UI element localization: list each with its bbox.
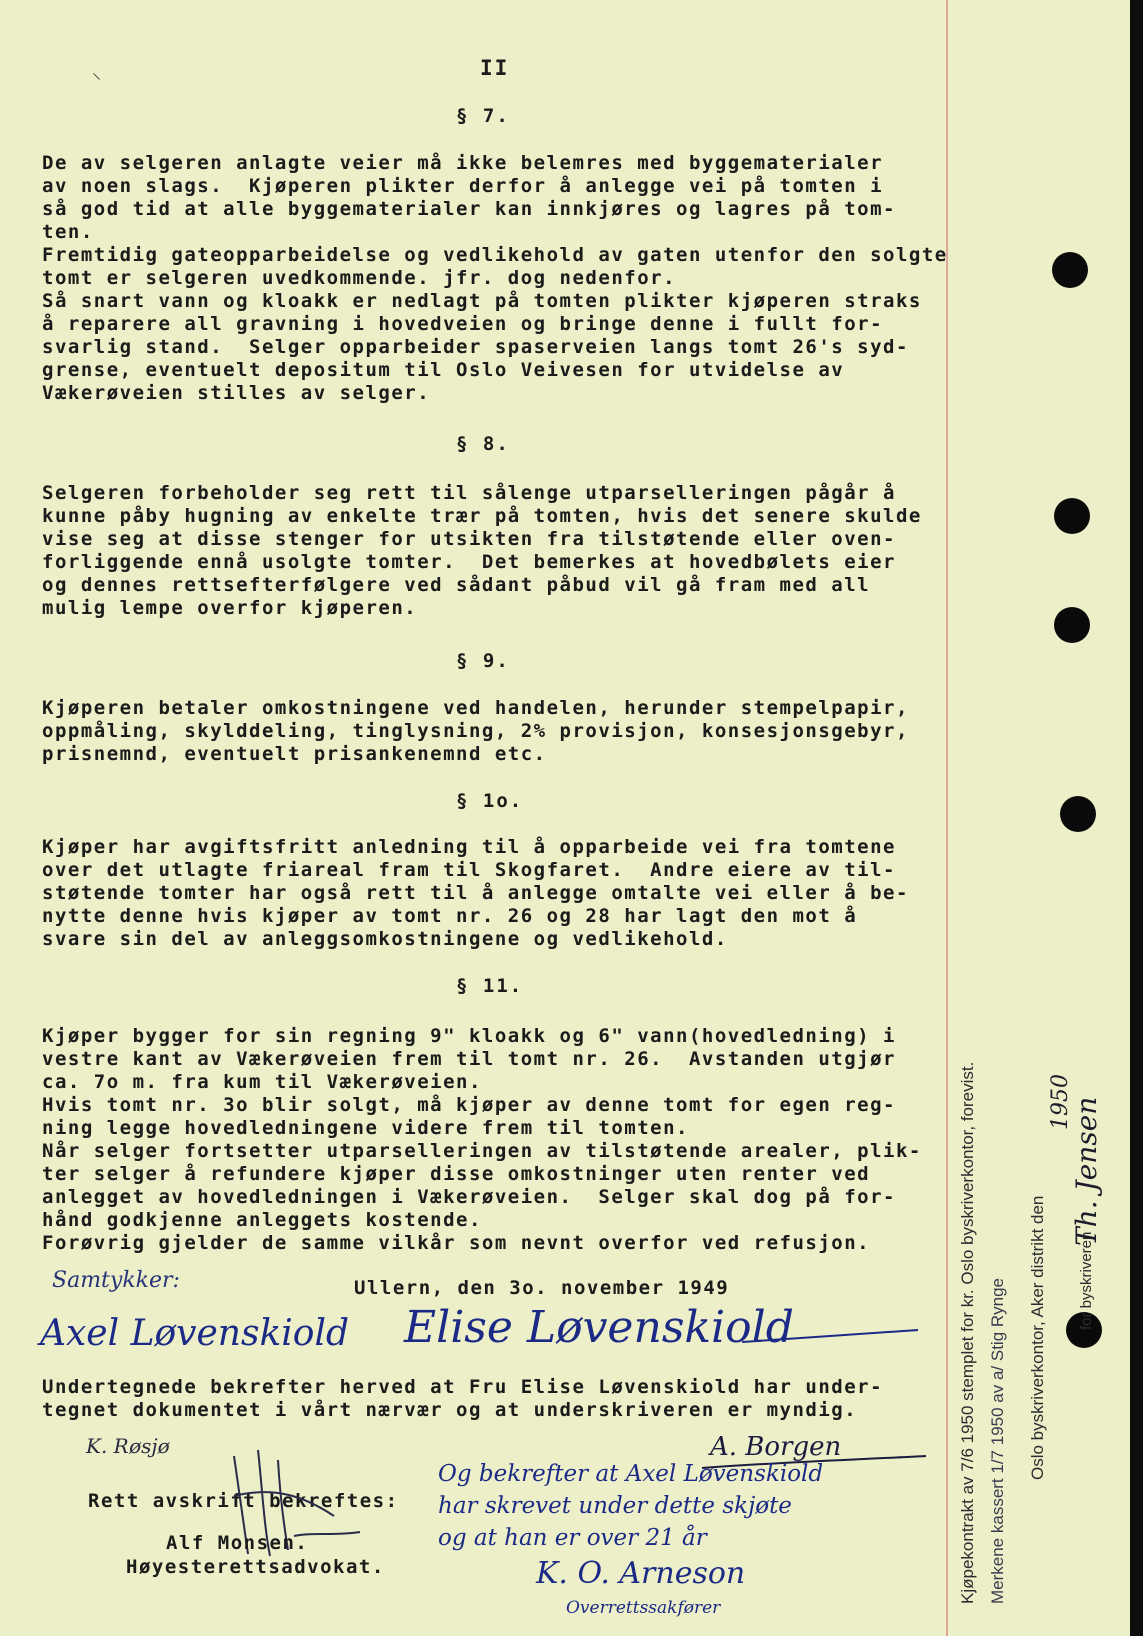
consenter-signature: Axel Løvenskiold — [40, 1313, 350, 1354]
punch-hole — [1052, 252, 1088, 288]
place-date: Ullern, den 3o. november 1949 — [354, 1277, 730, 1299]
section-heading: § 7. — [456, 105, 510, 127]
copy-label: Rett avskrift bekreftes: — [88, 1490, 399, 1512]
stray-mark: ⸌ — [92, 70, 101, 91]
handwritten-note: Og bekrefter at Axel Løvenskiold har skrevet under dette skjøte og at han er over 21 år — [438, 1461, 824, 1551]
punch-hole — [1054, 498, 1090, 534]
page-number: II — [480, 56, 510, 80]
margin-stamp-line: Kjøpekontrakt av 7/6 1950 stemplet for kr. Oslo byskriverkontor, forevist. — [958, 1061, 977, 1604]
punch-hole — [1054, 607, 1090, 643]
witness-signature: A. Borgen — [710, 1432, 842, 1462]
notary-signature: K. O. Arneson — [536, 1556, 746, 1591]
witness-signature: K. Røsjø — [86, 1434, 170, 1458]
notary-title: Overrettssakfører — [566, 1598, 721, 1618]
margin-stamp-line: for byskriveren — [1078, 1231, 1095, 1330]
margin-date-hand: 1950 — [1048, 1074, 1073, 1130]
margin-stamp-line: Oslo byskriverkontor, Aker distrikt den — [1028, 1195, 1047, 1480]
signature-flourish — [740, 1322, 920, 1346]
section-body: Kjøper har avgiftsfritt anledning til å opparbeide vei fra tomtene over det utlagte friareal fram til Skogfaret. Andre eiere av til- støtende tomter har også rett til å anlegge omtalte vei eller å be- nytte denne hvis kjøper av tomt nr. 26 og 28 har lagt den mot å svare sin del av anleggsomkostningene og vedlikehold. — [42, 836, 909, 950]
lawyer-name: Alf Monsen. — [166, 1532, 309, 1554]
seller-signature: Elise Løvenskiold — [404, 1302, 794, 1353]
section-body: De av selgeren anlagte veier må ikke belemres med byggematerialer av noen slags. Kjøperen plikter derfor å anlegge vei på tomten i så god tid at alle byggematerialer kan innkjøres og lagres på tom- ten. Fremtidig gateopparbeidelse og vedlikehold av gaten utenfor den solgte tomt er selgeren uvedkommende. jfr. dog nedenfor. Så snart vann og kloakk er nedlagt på tomten plikter kjøperen straks å reparere all gravning i hovedveien og bringe denne i fullt for- svarlig stand. Selger opparbeider spaserveien langs tomt 26's syd- grense, eventuelt depositum til Oslo Veivesen for utvidelse av Vækerøveien stilles av selger. — [42, 152, 948, 404]
margin-stamp-line: Merkene kassert 1/7 1950 av a/ Stig Rynge — [988, 1277, 1007, 1604]
punch-hole — [1060, 796, 1096, 832]
section-heading: § 11. — [456, 975, 524, 997]
section-heading: § 8. — [456, 433, 510, 455]
consent-label: Samtykker: — [52, 1268, 180, 1293]
lawyer-title: Høyesterettsadvokat. — [126, 1556, 385, 1578]
section-body: Kjøperen betaler omkostningene ved handelen, herunder stempelpapir, oppmåling, skylddeling, tinglysning, 2% provisjon, konsesjonsgebyr, prisnemnd, eventuelt prisankenemnd etc. — [42, 697, 909, 765]
section-heading: § 9. — [456, 650, 510, 672]
certification-text: Undertegnede bekrefter herved at Fru Elise Løvenskiold har under- tegnet dokumentet i vårt nærvær og at underskriveren er myndig. — [42, 1376, 884, 1421]
section-body: Kjøper bygger for sin regning 9" kloakk og 6" vann(hovedledning) i vestre kant av Vækerøveien frem til tomt nr. 26. Avstanden utgjør ca. 7o m. fra kum til Vækerøveien. Hvis tomt nr. 3o blir solgt, må kjøper av denne tomt for egen reg- ning legge hovedledningene videre frem til tomten. Når selger fortsetter utparselleringen av tilstøtende arealer, plik- ter selger å refundere kjøper disse omkostninger uten renter ved anlegget av hovedledningen i Vækerøveien. Selger skal dog på for- hånd godkjenne anleggets kostende. Forøvrig gjelder de samme vilkår som nevnt overfor ved refusjon. — [42, 1025, 922, 1254]
margin-signature: Th. Jensen — [1070, 1096, 1103, 1246]
section-body: Selgeren forbeholder seg rett til sålenge utparselleringen pågår å kunne påby hugning av enkelte trær på tomten, hvis det senere skulde vise seg at disse stenger for utsikten fra tilstøtende eller oven- forliggende ennå usolgte tomter. Det bemerkes at hovedbølets eier og dennes rettsefterfølgere ved sådant påbud vil gå fram med all mulig lempe overfor kjøperen. — [42, 482, 922, 619]
section-heading: § 1o. — [456, 790, 524, 812]
